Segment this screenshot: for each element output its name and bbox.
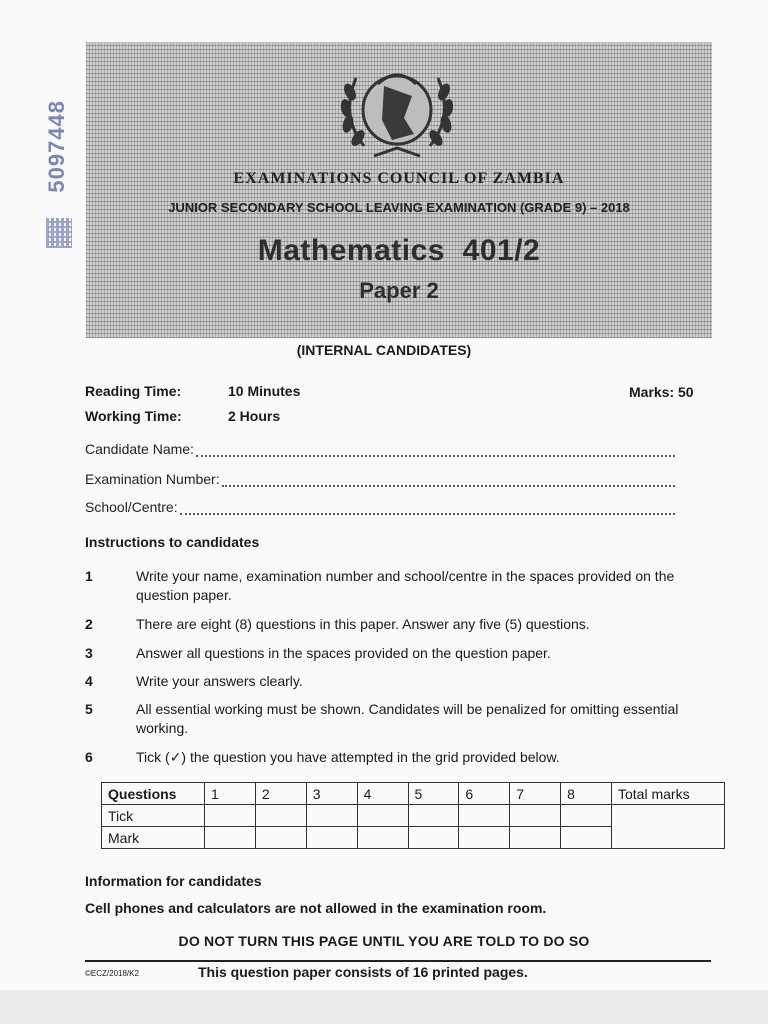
instructions-heading: Instructions to candidates [85,534,260,550]
reading-time-value: 10 Minutes [228,383,301,399]
question-number: 8 [561,783,612,805]
instruction-item [85,567,695,605]
instruction-number: 2 [85,616,93,632]
question-number: 6 [459,783,510,805]
coat-of-arms-icon [334,56,460,168]
question-number: 2 [255,783,306,805]
instruction-item [85,748,695,767]
examination-number-label: Examination Number: [85,471,220,487]
tick-cell[interactable] [357,805,408,827]
instruction-number: 3 [85,645,93,661]
instruction-text: Write your answers clearly. [136,673,303,689]
examination-number-line[interactable] [222,473,675,487]
questions-label: Questions [102,783,205,805]
do-not-turn-warning: DO NOT TURN THIS PAGE UNTIL YOU ARE TOLD TO DO SO [178,933,590,949]
tick-cell[interactable] [510,805,561,827]
instruction-item [85,700,695,738]
council-name: EXAMINATIONS COUNCIL OF ZAMBIA [233,170,565,187]
instruction-number: 5 [85,701,93,717]
bottom-strip [0,990,768,1024]
instruction-item [85,672,695,691]
candidate-name-label: Candidate Name: [85,441,194,457]
tick-cell[interactable] [459,805,510,827]
information-heading: Information for candidates [85,873,262,889]
instruction-text: Write your name, examination number and school/centre in the spaces provided on the question paper. [136,568,675,603]
question-number: 7 [510,783,561,805]
tick-cell[interactable] [255,805,306,827]
mark-label: Mark [102,827,205,849]
school-centre-line[interactable] [180,501,675,515]
instruction-text: There are eight (8) questions in this paper. Answer any five (5) questions. [136,616,590,632]
reading-time-label: Reading Time: [85,383,182,399]
header-security-panel [86,42,712,338]
working-time-value: 2 Hours [228,408,281,424]
mark-cell[interactable] [255,827,306,849]
pages-note: This question paper consists of 16 printed pages. [198,964,528,980]
question-number: 3 [306,783,357,805]
questions-row [102,783,725,805]
total-marks-label: Total marks [612,783,725,805]
mark-cell[interactable] [561,827,612,849]
information-text: Cell phones and calculators are not allowed in the examination room. [85,900,547,916]
working-time-label: Working Time: [85,408,182,424]
tick-cell[interactable] [306,805,357,827]
mark-cell[interactable] [357,827,408,849]
mark-cell[interactable] [510,827,561,849]
qr-code-icon [46,218,72,248]
candidate-name-field[interactable] [85,441,675,457]
candidates-type: (INTERNAL CANDIDATES) [296,342,472,358]
exam-name: JUNIOR SECONDARY SCHOOL LEAVING EXAMINATION (GRADE 9) – 2018 [168,200,630,215]
question-number: 4 [357,783,408,805]
serial-number: 5097448 [44,100,69,193]
tick-cell[interactable] [205,805,256,827]
examination-number-field[interactable] [85,471,675,487]
total-marks: Marks: 50 [629,384,694,400]
tick-row [102,805,725,827]
instruction-number: 4 [85,673,93,689]
total-marks-cell[interactable] [612,805,725,849]
instruction-number: 1 [85,568,93,584]
tick-cell[interactable] [561,805,612,827]
instruction-number: 6 [85,749,93,765]
instruction-text: Tick (✓) the question you have attempted in the grid provided below. [136,749,560,765]
tick-label: Tick [102,805,205,827]
instruction-text: Answer all questions in the spaces provided on the question paper. [136,645,551,661]
mark-cell[interactable] [306,827,357,849]
subject-title: Mathematics 401/2 [257,234,541,267]
question-number: 5 [408,783,459,805]
copyright: ©ECZ/2018/K2 [85,969,139,978]
mark-cell[interactable] [205,827,256,849]
school-centre-label: School/Centre: [85,499,178,515]
mark-cell[interactable] [459,827,510,849]
school-centre-field[interactable] [85,499,675,515]
tick-cell[interactable] [408,805,459,827]
question-number: 1 [205,783,256,805]
instruction-text: All essential working must be shown. Candidates will be penalized for omitting essential working. [136,701,679,736]
paper-label: Paper 2 [359,278,439,303]
candidate-name-line[interactable] [196,443,675,457]
instruction-item [85,644,695,663]
footer-divider [85,960,711,962]
instruction-item [85,615,695,634]
mark-cell[interactable] [408,827,459,849]
question-grid [101,782,725,849]
